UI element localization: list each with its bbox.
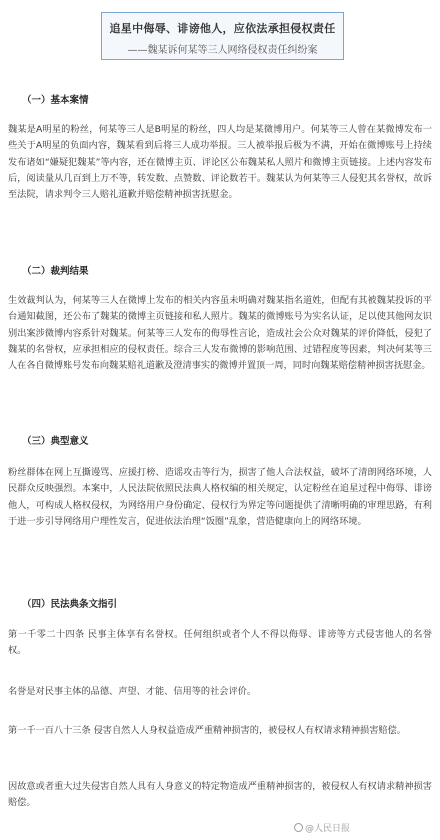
page-title: 追星中侮辱、诽谤他人，应依法承担侵权责任 [109,22,336,35]
section-heading-basic-facts: （一）基本案情 [22,95,89,106]
section-heading-civil-code: （四）民法典条文指引 [22,599,118,610]
section-heading-significance: （三）典型意义 [22,436,89,447]
watermark [294,821,350,834]
section-heading-ruling: （二）裁判结果 [22,266,89,277]
paragraph-article-1183-clause-2: 因故意或者重大过失侵害自然人具有人身意义的特定物造成严重精神损害的，被侵权人有权请求精神损害赔偿。 [8,781,432,808]
paragraph-article-1024: 第一千零二十四条 民事主体享有名誉权。任何组织或者个人不得以侮辱、诽谤等方式侵害他人的名誉权。 [8,629,432,656]
paragraph-article-1183: 第一千一百八十三条 侵害自然人人身权益造成严重精神损害的，被侵权人有权请求精神损害赔偿。 [8,725,406,736]
page-subtitle: ——魏某诉何某等三人网络侵权责任纠纷案 [127,45,318,56]
title-box [101,12,344,60]
paragraph-ruling: 生效裁判认为，何某等三人在微博上发布的相关内容虽未明确对魏某指名道姓，但配有其被魏某投诉的平台通知截图，还公布了魏某的微博主页链接和私人照片。魏某的微博账号为实名认证，足以使其他网友识别出案涉微博内容系针对魏某。何某等三人发布的侮辱性言论，造成社会公众对魏某的评价降低，侵犯了魏某的名誉权，应承担相应的侵权责任。综合三人发布微博的影响范围、过错程度等因素，判决何某等三人在各自微博账号发布向魏某赔礼道歉及澄清事实的微博并置顶一周，同时向魏某赔偿精神损害抚慰金。 [8,295,432,372]
weibo-logo-icon [294,823,303,832]
paragraph-reputation-definition: 名誉是对民事主体的品德、声望、才能、信用等的社会评价。 [8,686,257,697]
watermark-text: @人民日报 [304,824,350,834]
paragraph-significance: 粉丝群体在网上互撕谩骂、应援打榜、造谣攻击等行为，损害了他人合法权益，破坏了清朗网络环境，人民群众反映强烈。本案中，人民法院依照民法典人格权编的相关规定，认定粉丝在追星过程中侮辱、诽谤他人，可构成人格权侵权，为网络用户身份确定、侵权行为界定等问题提供了清晰明确的审理思路，有利于进一步引导网络用户理性发言，促进依法治理“饭圈”乱象，营造健康向上的网络环境。 [8,467,432,527]
paragraph-basic-facts: 魏某是A明星的粉丝，何某等三人是B明星的粉丝，四人均是某微博用户。何某等三人曾在某微博发布一些关于A明星的负面内容，魏某看到后将三人成功举报。三人被举报后极为不满，开始在微博账号上持续发布诸如“嫌疑犯魏某”等内容，还在微博主页、评论区公布魏某私人照片和微博主页链接。上述内容发布后，阅读量从几百到上万不等，转发数、点赞数、评论数若干。魏某认为何某等三人侵犯其名誉权，故诉至法院，请求判令三人赔礼道歉并赔偿精神损害抚慰金。 [8,124,432,201]
